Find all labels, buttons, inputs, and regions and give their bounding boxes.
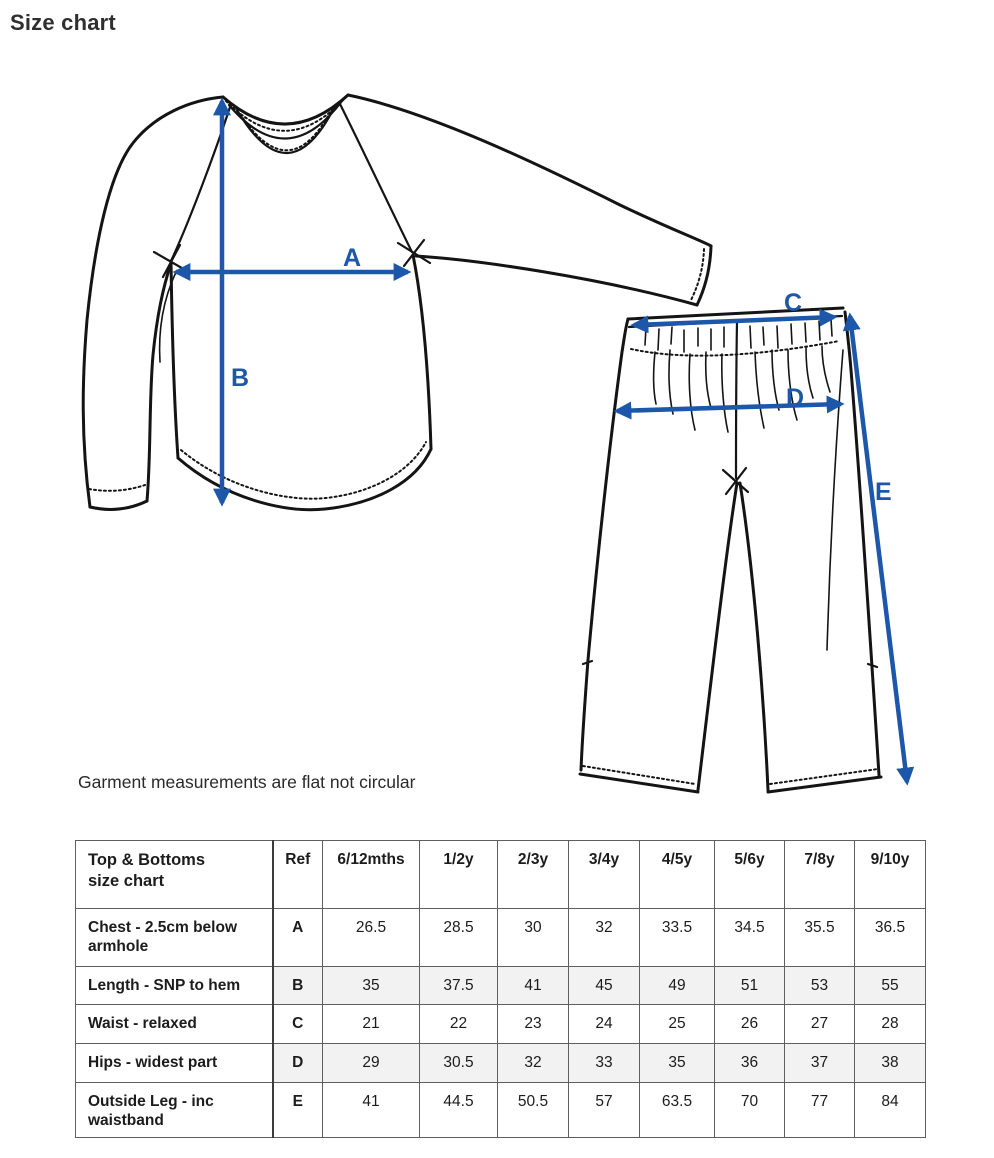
ref-cell: E — [273, 1083, 323, 1138]
pyjama-bottoms-drawing — [580, 308, 881, 792]
value-cell: 32 — [498, 1044, 569, 1083]
measurement-label: Outside Leg - inc waistband — [76, 1083, 273, 1138]
value-cell: 22 — [420, 1005, 498, 1044]
value-cell: 30 — [498, 909, 569, 967]
measure-label-waist: C — [784, 289, 803, 317]
value-cell: 34.5 — [715, 909, 785, 967]
value-cell: 41 — [498, 967, 569, 1005]
ref-cell: B — [273, 967, 323, 1005]
measure-label-length: B — [231, 364, 250, 392]
value-cell: 36 — [715, 1044, 785, 1083]
measure-label-outside-leg: E — [875, 478, 892, 506]
value-cell: 84 — [855, 1083, 926, 1138]
value-cell: 38 — [855, 1044, 926, 1083]
value-cell: 77 — [785, 1083, 855, 1138]
ref-cell: C — [273, 1005, 323, 1044]
dimension-arrows — [176, 101, 907, 782]
column-header: 6/12mths — [323, 841, 420, 909]
value-cell: 28 — [855, 1005, 926, 1044]
value-cell: 37.5 — [420, 967, 498, 1005]
measurement-label: Chest - 2.5cm below armhole — [76, 909, 273, 967]
flat-measurement-note: Garment measurements are flat not circular — [78, 772, 416, 792]
value-cell: 55 — [855, 967, 926, 1005]
value-cell: 33.5 — [640, 909, 715, 967]
table-row — [76, 967, 926, 1005]
measurement-label: Length - SNP to hem — [76, 967, 273, 1005]
value-cell: 35.5 — [785, 909, 855, 967]
value-cell: 49 — [640, 967, 715, 1005]
column-header: 1/2y — [420, 841, 498, 909]
value-cell: 28.5 — [420, 909, 498, 967]
value-cell: 32 — [569, 909, 640, 967]
waistband-gathers — [645, 319, 832, 432]
value-cell: 24 — [569, 1005, 640, 1044]
column-header: 3/4y — [569, 841, 640, 909]
size-table-header-row — [76, 841, 926, 909]
value-cell: 26.5 — [323, 909, 420, 967]
page-title: Size chart — [10, 10, 116, 35]
value-cell: 70 — [715, 1083, 785, 1138]
value-cell: 63.5 — [640, 1083, 715, 1138]
table-row — [76, 909, 926, 967]
table-row — [76, 1044, 926, 1083]
value-cell: 25 — [640, 1005, 715, 1044]
value-cell: 26 — [715, 1005, 785, 1044]
outside-leg-arrow — [850, 316, 907, 782]
value-cell: 21 — [323, 1005, 420, 1044]
value-cell: 33 — [569, 1044, 640, 1083]
value-cell: 57 — [569, 1083, 640, 1138]
measurement-label: Waist - relaxed — [76, 1005, 273, 1044]
value-cell: 30.5 — [420, 1044, 498, 1083]
size-table — [75, 840, 926, 1138]
value-cell: 37 — [785, 1044, 855, 1083]
value-cell: 51 — [715, 967, 785, 1005]
table-row — [76, 1083, 926, 1138]
column-header: Ref — [273, 841, 323, 909]
value-cell: 29 — [323, 1044, 420, 1083]
value-cell: 27 — [785, 1005, 855, 1044]
value-cell: 35 — [323, 967, 420, 1005]
ref-cell: D — [273, 1044, 323, 1083]
ref-cell: A — [273, 909, 323, 967]
pyjama-top-drawing — [83, 95, 711, 510]
value-cell: 41 — [323, 1083, 420, 1138]
value-cell: 53 — [785, 967, 855, 1005]
column-header: 7/8y — [785, 841, 855, 909]
table-title-cell: Top & Bottoms size chart — [76, 841, 273, 909]
table-row — [76, 1005, 926, 1044]
column-header: 5/6y — [715, 841, 785, 909]
value-cell: 36.5 — [855, 909, 926, 967]
value-cell: 44.5 — [420, 1083, 498, 1138]
column-header: 2/3y — [498, 841, 569, 909]
measure-label-chest: A — [342, 244, 362, 272]
value-cell: 35 — [640, 1044, 715, 1083]
column-header: 9/10y — [855, 841, 926, 909]
measurement-label: Hips - widest part — [76, 1044, 273, 1083]
column-header: 4/5y — [640, 841, 715, 909]
value-cell: 23 — [498, 1005, 569, 1044]
hips-arrow — [617, 404, 841, 411]
value-cell: 45 — [569, 967, 640, 1005]
value-cell: 50.5 — [498, 1083, 569, 1138]
measure-label-hips: D — [786, 384, 805, 412]
